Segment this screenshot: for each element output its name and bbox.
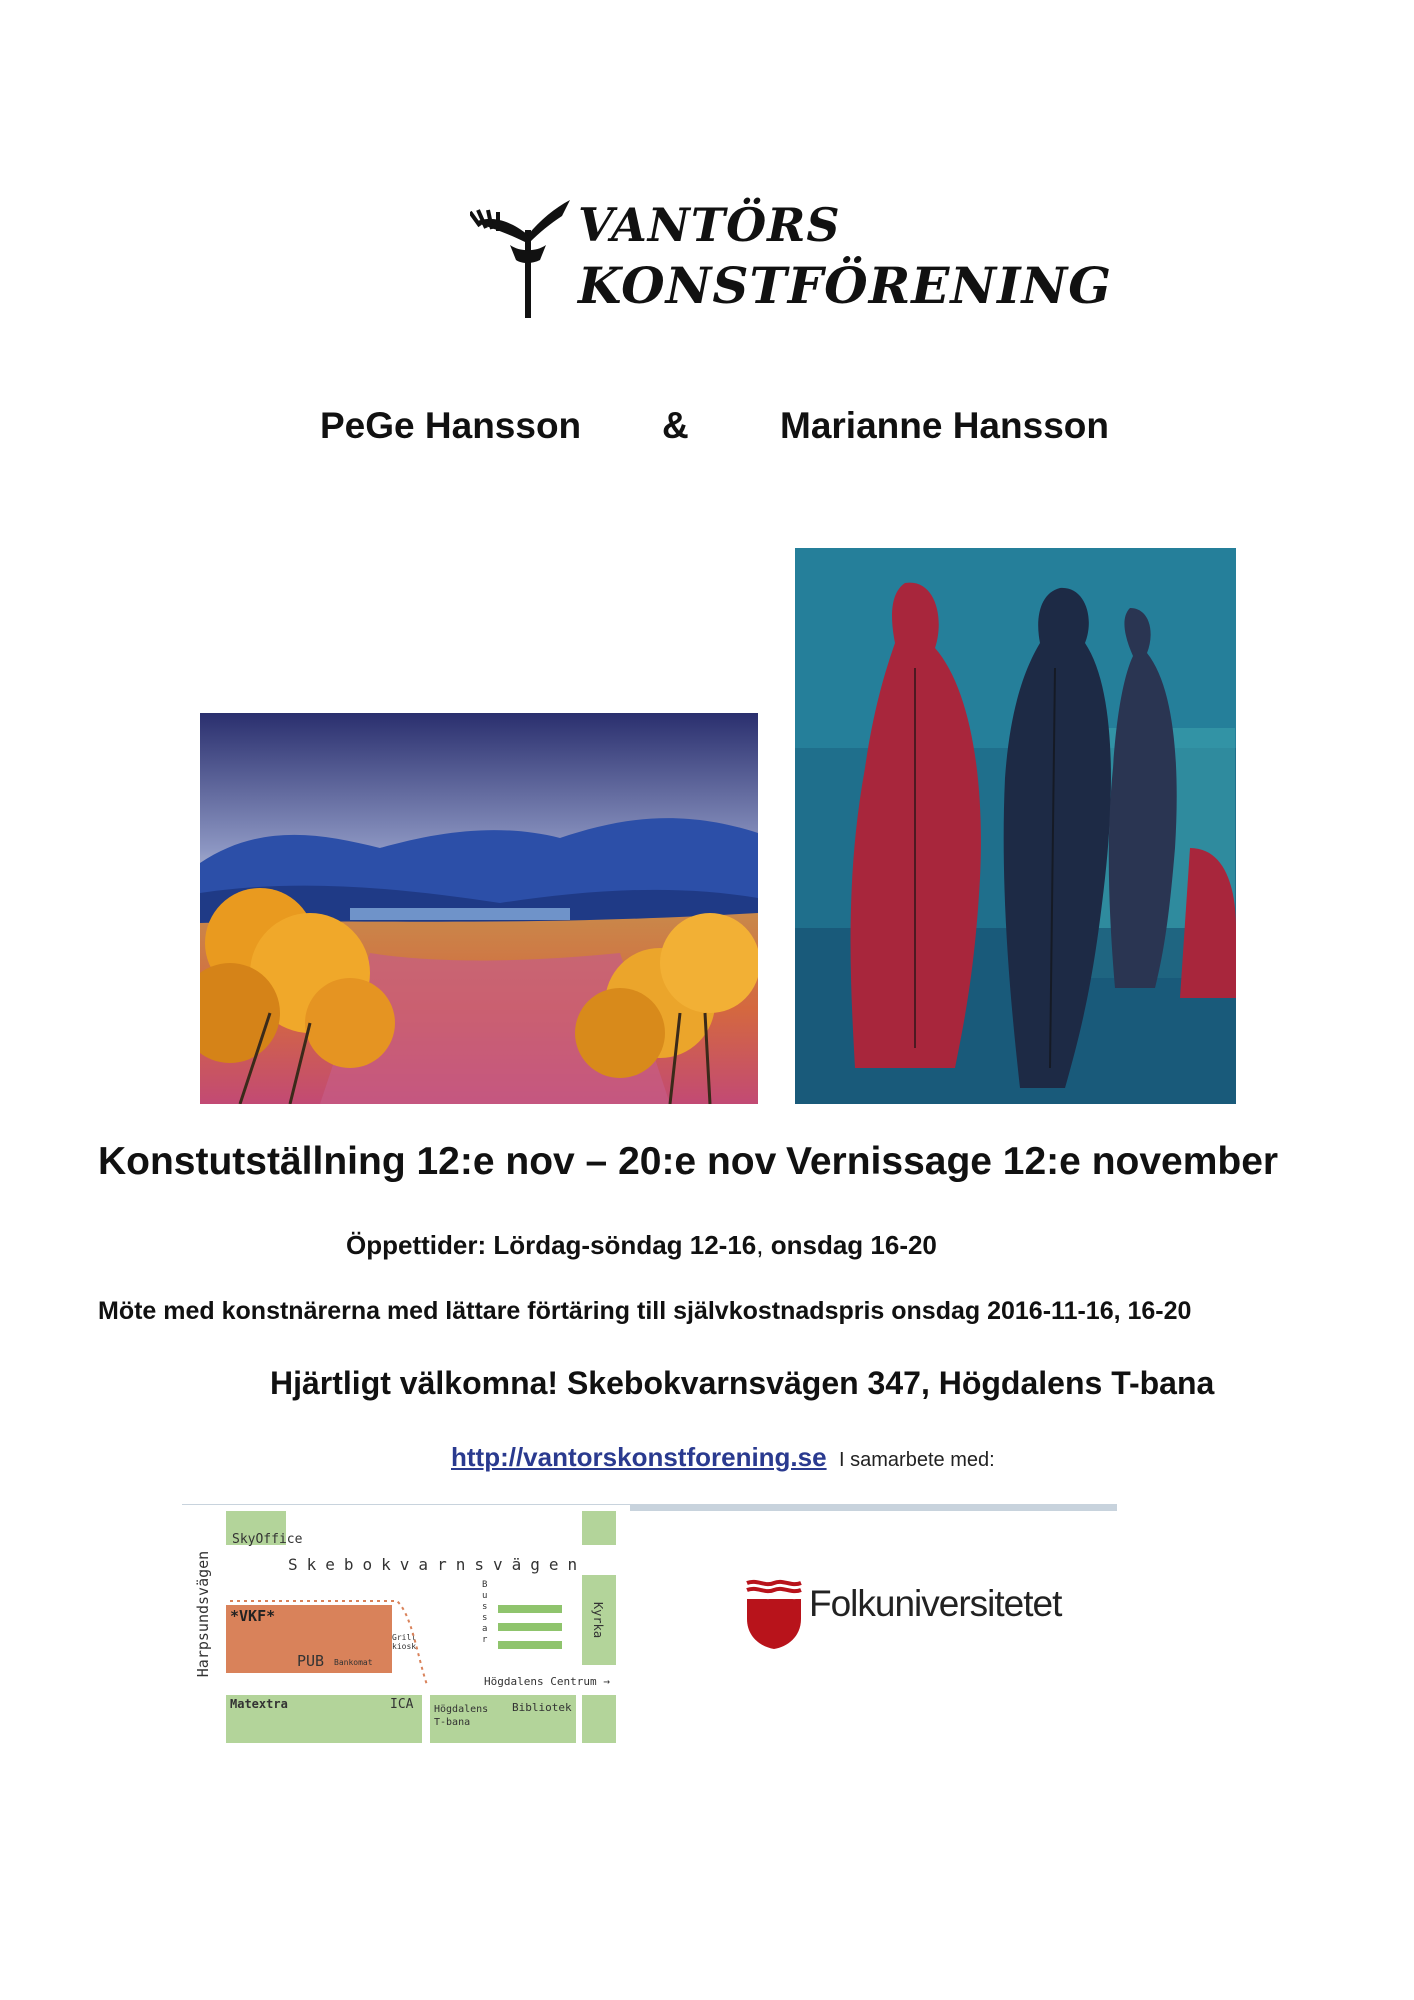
map-label-vkf: *VKF* [230, 1607, 276, 1625]
map-label-matextra: Matextra [230, 1697, 288, 1711]
partner-logo [745, 1575, 1065, 1655]
opening-hours [346, 1230, 937, 1261]
logo-line2: KONSTFÖRENING [578, 256, 1112, 315]
cooperation-note: I samarbete med: [839, 1449, 995, 1471]
vernissage-heading: Vernissage 12:e november [786, 1140, 1279, 1183]
map-label-bibliotek: Bibliotek [512, 1701, 572, 1714]
logo-line1: VANTÖRS [578, 198, 841, 252]
map-street-top: Skebokvarnsvägen [288, 1555, 587, 1574]
paintbrush-icon [470, 190, 580, 330]
map-label-tbana: Högdalens T-bana [434, 1704, 489, 1728]
landscape-painting [200, 713, 758, 1104]
artist-right: Marianne Hansson [780, 405, 1109, 446]
folkuniversitetet-shield-icon [745, 1579, 803, 1651]
map-label-skyoffice: SkyOffice [232, 1532, 303, 1547]
hours-rest: onsdag 16-20 [763, 1230, 937, 1260]
exhibition-heading: Konstutställning 12:e nov – 20:e nov [98, 1140, 777, 1183]
map-label-kyrka: Kyrka [591, 1601, 606, 1639]
ampersand: & [662, 405, 689, 446]
meeting-text: Möte med konstnärerna med lättare förtäring till självkostnadspris onsdag 2016-11-16, 16-20 [98, 1297, 1192, 1325]
artist-left: PeGe Hansson [320, 405, 582, 446]
map-street-left: Harpsundsvägen [194, 1550, 213, 1678]
logo [470, 190, 1112, 330]
website-link[interactable]: http://vantorskonstforening.se [451, 1442, 827, 1472]
map-label-bussar: Bussar [482, 1580, 488, 1645]
map-label-centrum: Högdalens Centrum → [484, 1675, 610, 1688]
map-label-bankomat: Bankomat [334, 1658, 373, 1667]
map-route-line [182, 1505, 630, 1745]
map-label-ica: ICA [390, 1697, 414, 1712]
location-map [182, 1505, 630, 1745]
map-label-grill: Grill kiosk [392, 1633, 417, 1651]
figures-painting [795, 548, 1236, 1104]
hours-separator: , [756, 1230, 764, 1260]
map-label-pub: PUB [297, 1652, 325, 1670]
partner-name: Folkuniversitetet [809, 1583, 1062, 1624]
welcome-text: Hjärtligt välkomna! Skebokvarnsvägen 347, Högdalens T-bana [270, 1365, 1215, 1401]
hours-label: Öppettider: Lördag-söndag 12-16 [346, 1230, 757, 1260]
website-line [451, 1442, 995, 1473]
